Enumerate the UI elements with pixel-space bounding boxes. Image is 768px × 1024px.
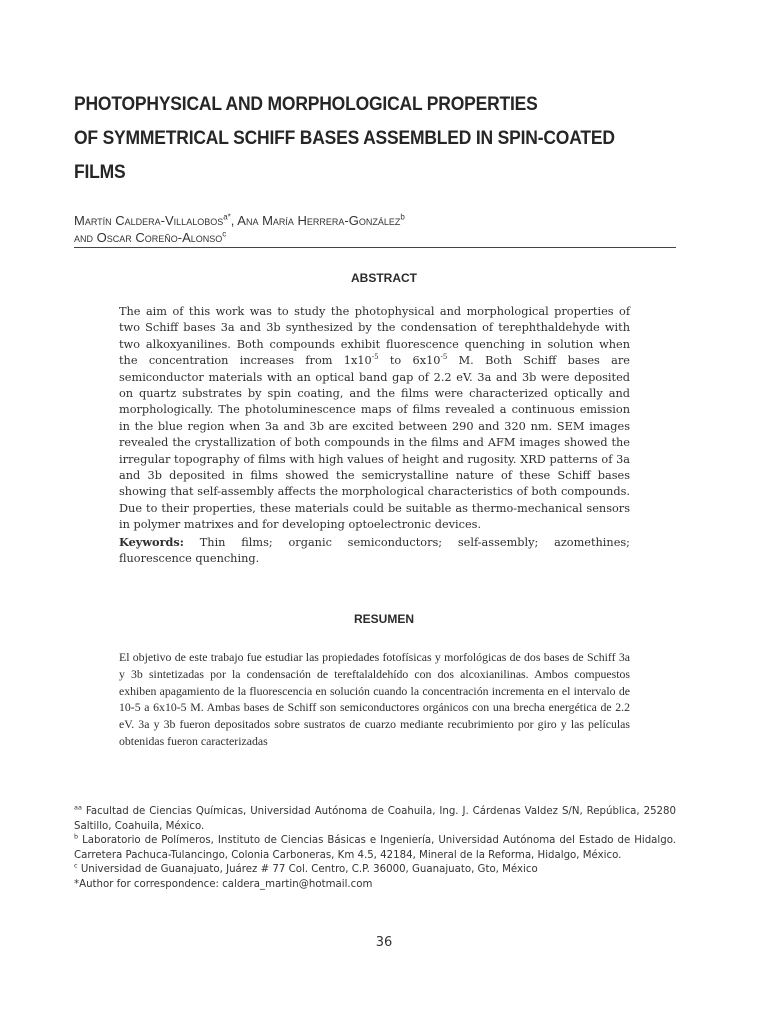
footnote-b: $^b$ Laboratorio de Polímeros, Instituto de Ciencias Básicas e Ingeniería, Universidad Autónoma del Estado de Hidalgo. Carretera Pachuca-Tulancingo, Colonia Carboneras, Km 4.5, 42184, Mineral de la Reforma, Hidalgo, México. xyxy=(74,832,676,861)
author-2-affiliation: b xyxy=(400,212,405,222)
footnote-c: $^c$ Universidad de Guanajuato, Juárez # 77 Col. Centro, C.P. 36000, Guanajuato, Gto, México xyxy=(74,861,538,875)
author-list xyxy=(74,212,676,248)
abstract-heading: ABSTRACT xyxy=(351,271,417,285)
keywords-label: Keywords: xyxy=(119,534,184,549)
author-1: Martín Caldera-Villalobos xyxy=(74,213,224,228)
author-separator: , xyxy=(230,213,238,228)
title-line-3: FILMS xyxy=(74,162,126,183)
title-line-2: OF SYMMETRICAL SCHIFF BASES ASSEMBLED IN SPIN-COATED xyxy=(74,128,615,149)
author-3-affiliation: c xyxy=(222,229,227,239)
footnotes xyxy=(74,805,676,892)
keywords-text: Thin films; organic semiconductors; self-assembly; azomethines; fluorescence quenching. xyxy=(119,535,630,566)
abstract-body xyxy=(119,304,630,568)
author-1-affiliation: a* xyxy=(223,212,231,222)
author-3: and Oscar Coreño-Alonso xyxy=(74,230,223,245)
footnote-correspondence: *Author for correspondence: caldera_martin@hotmail.com xyxy=(74,878,373,890)
page-number: 36 xyxy=(375,935,393,950)
keywords xyxy=(119,534,630,568)
abstract-text: The aim of this work was to study the photophysical and morphological properties of two Schiff bases 3a and 3b synthesized by the condensation of terephthaldehyde with two alkoxyanilines. Both compounds exhibit fluorescence quenching in solution when the concentration increases from $1x10^{-5}$ to $6x10^{-5}$ M. Both Schiff bases are semiconductor materials with an optical band gap of 2.2 eV. 3a and 3b were deposited on quartz substrates by spin coating, and the films were characterized optically and morphologically. The photoluminescence maps of films revealed a continuous emission in the blue region when 3a and 3b are excited between 290 and 320 nm. SEM images revealed the crystallization of both compounds in the films and AFM images showed the irregular topography of films with high values of height and rugosity. XRD patterns of 3a and 3b deposited in films showed the semicrystalline nature of these Schiff bases showing that self-assembly affects the morphological characteristics of both compounds. Due to their properties, these materials could be suitable as thermo-mechanical sensors in polymer matrixes and for developing optoelectronic devices. xyxy=(119,305,630,532)
author-2: Ana María Herrera-González xyxy=(237,213,401,228)
resumen-body: El objetivo de este trabajo fue estudiar las propiedades fotofísicas y morfológicas de dos bases de Schiff 3a y 3b sintetizadas por la condensación de tereftalaldehído con dos alcoxianilinas. Ambos compuestos exhiben apagamiento de la fluorescencia en solución cuando la concentración incrementa en el intervalo de 10-5 a 6x10-5 M. Ambas bases de Schiff son semiconductores orgánicos con una brecha energética de 2.2 eV. 3a y 3b fueron depositados sobre sustratos de cuarzo mediante recubrimiento por giro y las películas obtenidas fueron caracterizadas xyxy=(119,650,630,748)
resumen-heading: RESUMEN xyxy=(353,612,414,626)
title-line-1: PHOTOPHYSICAL AND MORPHOLOGICAL PROPERTIES xyxy=(74,94,538,115)
paper-title xyxy=(74,88,644,190)
footnote-a: $^{aa}$ Facultad de Ciencias Químicas, Universidad Autónoma de Coahuila, Ing. J. Cárdenas Valdez S/N, República, 25280 Saltillo, Coahuila, México. xyxy=(74,803,676,832)
